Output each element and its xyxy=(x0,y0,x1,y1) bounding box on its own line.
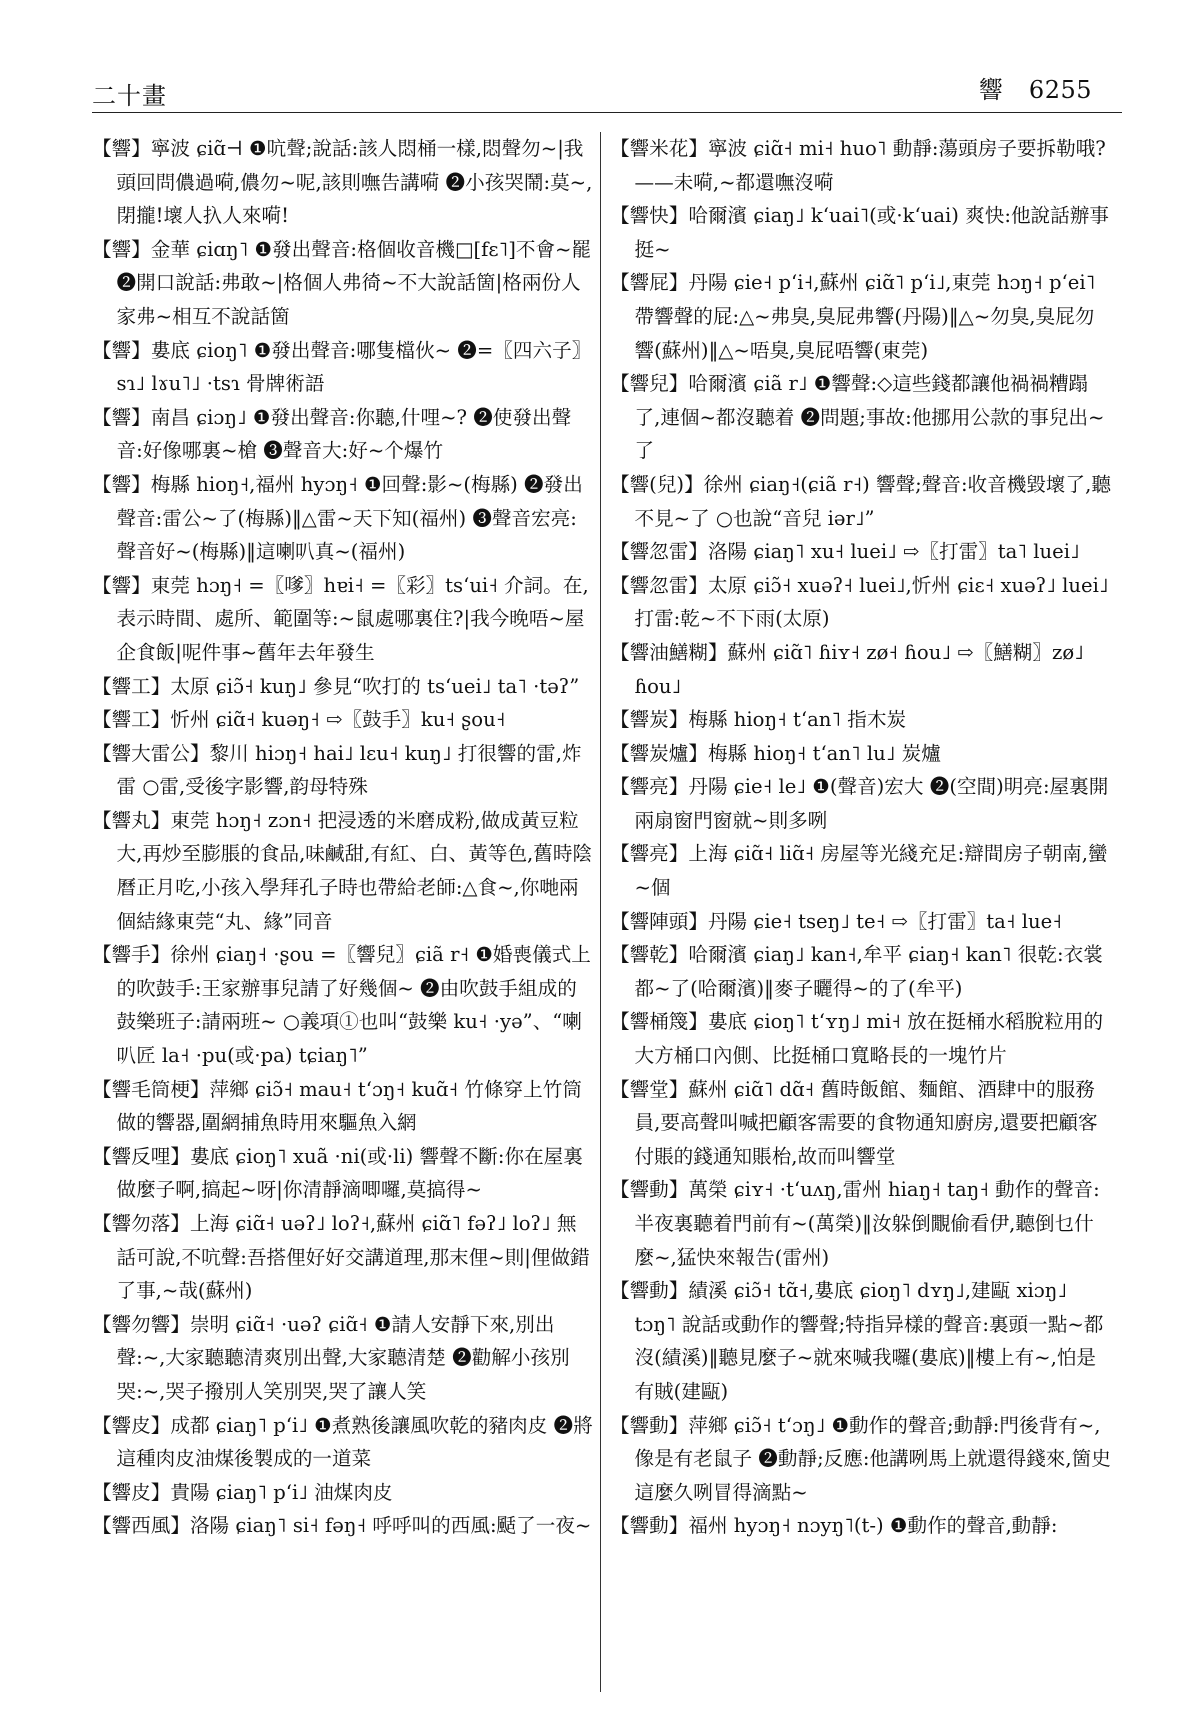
dictionary-entry: 【響工】太原 ɕiɔ̃˧ kuŋ˩ 參見“吹打的 tsʻuei˩ ta˥ ·təʔ” xyxy=(92,674,580,698)
dictionary-entry: 【響陣頭】丹陽 ɕie˧ tseŋ˩ te˧ ⇨〖打雷〗ta˧ lue˧ xyxy=(610,909,1062,933)
dictionary-entry: 【響】南昌 ɕiɔŋ˩ ❶發出聲音:你聽,什哩~? ❷使發出聲音:好像哪裏~槍 ❸聲音大:好~个爆竹 xyxy=(92,405,572,463)
dictionary-entry: 【響工】忻州 ɕiɑ̃˧ kuəŋ˧ ⇨〖鼓手〗ku˧ ʂou˧ xyxy=(92,708,506,732)
dictionary-entry: 【響屁】丹陽 ɕie˧ pʻi˧,蘇州 ɕiɑ̃˥ pʻi˩,東莞 hɔŋ˧ pʻei˥ 帶響聲的屁:△~弗臭,臭屁弗響(丹陽)‖△~勿臭,臭屁勿響(蘇州)‖△~唔臭,臭屁唔響(東莞) xyxy=(610,271,1096,362)
right-column xyxy=(610,132,1112,1543)
dictionary-entry: 【響】婁底 ɕioŋ˥ ❶發出聲音:哪隻檔伙~ ❷=〖四六子〗sɿ˩ lɤu˥˩ ·tsɿ 骨牌術語 xyxy=(92,338,592,396)
dictionary-entry: 【響桶篾】婁底 ɕioŋ˥ tʻʏŋ˩ mi˧ 放在挺桶水稻脫粒用的大方桶口內側、比挺桶口寬略長的一塊竹片 xyxy=(610,1010,1104,1068)
dictionary-entry: 【響勿響】崇明 ɕiɑ̃˧ ·uəʔ ɕiɑ̃˧ ❶請人安靜下來,別出聲:~,大家聽聽清爽別出聲,大家聽清楚 ❷勸解小孩別哭:~,哭子撥別人笑別哭,哭了讓人笑 xyxy=(92,1312,570,1403)
dictionary-entry: 【響丸】東莞 hɔŋ˧ zɔn˧ 把浸透的米磨成粉,做成黃豆粒大,再炒至膨脹的食品,味鹹甜,有紅、白、黃等色,舊時陰曆正月吃,小孩入學拜孔子時也帶給老師:△食~,你哋兩個結緣東莞“丸、緣”同音 xyxy=(92,808,593,933)
left-column xyxy=(92,132,594,1543)
dictionary-entry: 【響皮】貴陽 ɕiaŋ˥ pʻi˩ 油煤肉皮 xyxy=(92,1480,393,1504)
dictionary-entry: 【響動】績溪 ɕiɔ̃˧ tɑ̃˧,婁底 ɕioŋ˥ dʏŋ˩,建甌 xiɔŋ˩ tɔŋ˥ 說話或動作的響聲;特指异樣的聲音:裏頭一點~都沒(績溪)‖聽見麼子~就來喊我囉(婁底)‖樓上有~,怕是有賊(建甌) xyxy=(610,1279,1104,1403)
page-number: 6255 xyxy=(1028,76,1092,104)
dictionary-entry: 【響】金華 ɕiɑŋ˥ ❶發出聲音:格個收音機□[fɛ˥]不會~罷 ❷開口說話:弗敢~|格個人弗徛~不大說話箇|格兩份人家弗~相互不說話箇 xyxy=(92,237,592,328)
dictionary-entry: 【響乾】哈爾濱 ɕiaŋ˩ kan˧,牟平 ɕiaŋ˧ kan˥ 很乾:衣裳都~了(哈爾濱)‖麥子曬得~的了(牟平) xyxy=(610,943,1103,1000)
dictionary-entry: 【響亮】丹陽 ɕie˧ le˩ ❶(聲音)宏大 ❷(空間)明亮:屋裏開兩扇窗門窗就~則多咧 xyxy=(610,775,1109,832)
dictionary-entry: 【響忽雷】太原 ɕiɔ̃˧ xuəʔ˧ luei˩,忻州 ɕiɛ˧ xuəʔ˩ luei˩ 打雷:乾~不下雨(太原) xyxy=(610,573,1109,631)
dictionary-entry: 【響亮】上海 ɕiɑ̃˧ liɑ̃˧ 房屋等光綫充足:辯間房子朝南,蠻~個 xyxy=(610,842,1108,900)
dictionary-entry: 【響手】徐州 ɕiaŋ˧ ·ʂou =〖響兒〗ɕiã r˧ ❶婚喪儀式上的吹鼓手:王家辦事兒請了好幾個~ ❷由吹鼓手組成的鼓樂班子:請兩班~ ○義項①也叫“鼓樂 ku˧ ·yə”、“喇叭匠 la˧ ·pu(或·pa) tɕiaŋ˥” xyxy=(92,943,591,1068)
stroke-count-label: 二十畫 xyxy=(92,82,167,110)
dictionary-entry: 【響動】萬榮 ɕiʏ˧ ·tʻuʌŋ,雷州 hiaŋ˧ taŋ˧ 動作的聲音:半夜裏聽着門前有~(萬榮)‖汝躲倒覵偷看伊,聽倒乜什麼~,猛快來報告(雷州) xyxy=(610,1178,1100,1269)
dictionary-entry: 【響毛筒梗】萍鄉 ɕiɔ̃˧ mau˧ tʻɔŋ˧ kuɑ̃˧ 竹條穿上竹筒做的響器,圍網捕魚時用來驅魚入網 xyxy=(92,1077,582,1135)
dictionary-entry: 【響炭】梅縣 hioŋ˧ tʻan˥ 指木炭 xyxy=(610,708,907,732)
column-divider xyxy=(600,132,601,1692)
dictionary-entry: 【響大雷公】黎川 hiɔŋ˧ hai˩ lɛu˧ kuŋ˩ 打很響的雷,炸雷 ○雷,受後字影響,韵母特殊 xyxy=(92,741,582,799)
dictionary-entry: 【響】東莞 hɔŋ˧ =〖嗲〗hɐi˧ =〖彩〗tsʻui˧ 介詞。在,表示時間、處所、範圍等:~鼠處哪裏住?|我今晚唔~屋企食飯|呢件事~舊年去年發生 xyxy=(92,573,589,664)
dictionary-entry: 【響兒】哈爾濱 ɕiã r˩ ❶響聲:◇這些錢都讓他禍禍糟蹋了,連個~都沒聽着 ❷問題;事故:他挪用公款的事兒出~了 xyxy=(610,372,1105,463)
dictionary-entry: 【響西風】洛陽 ɕiaŋ˥ si˧ fəŋ˧ 呼呼叫的西風:颳了一夜~ xyxy=(92,1514,592,1538)
dictionary-entry: 【響快】哈爾濱 ɕiaŋ˩ kʻuai˥(或·kʻuai) 爽快:他說話辦事挺~ xyxy=(610,204,1109,261)
dictionary-entry: 【響動】萍鄉 ɕiɔ̃˧ tʻɔŋ˩ ❶動作的聲音;動靜:門後背有~,像是有老鼠子 ❷動靜;反應:他講咧馬上就還得錢來,箇史這麼久咧冒得滴點~ xyxy=(610,1413,1111,1504)
dictionary-entry: 【響皮】成都 ɕiaŋ˥ pʻi˩ ❶煮熟後讓風吹乾的豬肉皮 ❷將這種肉皮油煤後製成的一道菜 xyxy=(92,1413,593,1471)
dictionary-entry: 【響】寧波 ɕiɑ̃⊣ ❶吭聲;說話:該人悶桶一樣,悶聲勿~|我頭回問儂過嗬,儂勿~呢,該則嘸告講嗬 ❷小孩哭鬧:莫~,閉攏!壞人扖人來嗬! xyxy=(92,137,593,228)
dictionary-entry: 【響油鱔糊】蘇州 ɕiɑ̃˥ ɦiʏ˧ zø˧ ɦou˩ ⇨〖鱔糊〗zø˩ ɦou˩ xyxy=(610,640,1084,698)
header-character: 響 xyxy=(978,76,1003,104)
dictionary-entry: 【響動】福州 hyɔŋ˧ nɔyŋ˥(t-) ❶動作的聲音,動靜: xyxy=(610,1514,1058,1538)
dictionary-entry: 【響炭爐】梅縣 hioŋ˧ tʻan˥ lu˩ 炭爐 xyxy=(610,741,941,765)
page-header-right xyxy=(979,70,1092,105)
dictionary-entry: 【響忽雷】洛陽 ɕiaŋ˥ xu˧ luei˩ ⇨〖打雷〗ta˥ luei˩ xyxy=(610,540,1080,564)
dictionary-entry: 【響堂】蘇州 ɕiɑ̃˥ dɑ̃˧ 舊時飯館、麵館、酒肆中的服務員,要高聲叫喊把顧客需要的食物通知廚房,還要把顧客付賬的錢通知賬枱,故而叫響堂 xyxy=(610,1077,1098,1168)
dictionary-entry: 【響反哩】婁底 ɕioŋ˥ xuã ·ni(或·li) 響聲不斷:你在屋裏做麼子啊,搞起~呀|你清靜滴唧囉,莫搞得~ xyxy=(92,1144,583,1202)
page-header xyxy=(92,60,1122,113)
dictionary-entry: 【響(兒)】徐州 ɕiaŋ˧(ɕiã r˧) 響聲;聲音:收音機毀壞了,聽不見~了 ○也說“音兒 iər˩” xyxy=(610,472,1111,530)
dictionary-entry: 【響勿落】上海 ɕiɑ̃˧ uəʔ˩ loʔ˧,蘇州 ɕiɑ̃˥ fəʔ˩ loʔ˩ 無話可說,不吭聲:吾搭俚好好交講道理,那末俚~則|俚做錯了事,~哉(蘇州) xyxy=(92,1212,590,1303)
dictionary-entry: 【響】梅縣 hioŋ˧,福州 hyɔŋ˧ ❶回聲:影~(梅縣) ❷發出聲音:雷公~了(梅縣)‖△雷~天下知(福州) ❸聲音宏亮:聲音好~(梅縣)‖這喇叭真~(福州) xyxy=(92,472,583,564)
dictionary-entry: 【響米花】寧波 ɕiɑ̃˧ mi˧ huo˥ 動靜:蕩頭房子要拆勒哦?——未嗬,~都還嘸沒嗬 xyxy=(610,137,1106,194)
